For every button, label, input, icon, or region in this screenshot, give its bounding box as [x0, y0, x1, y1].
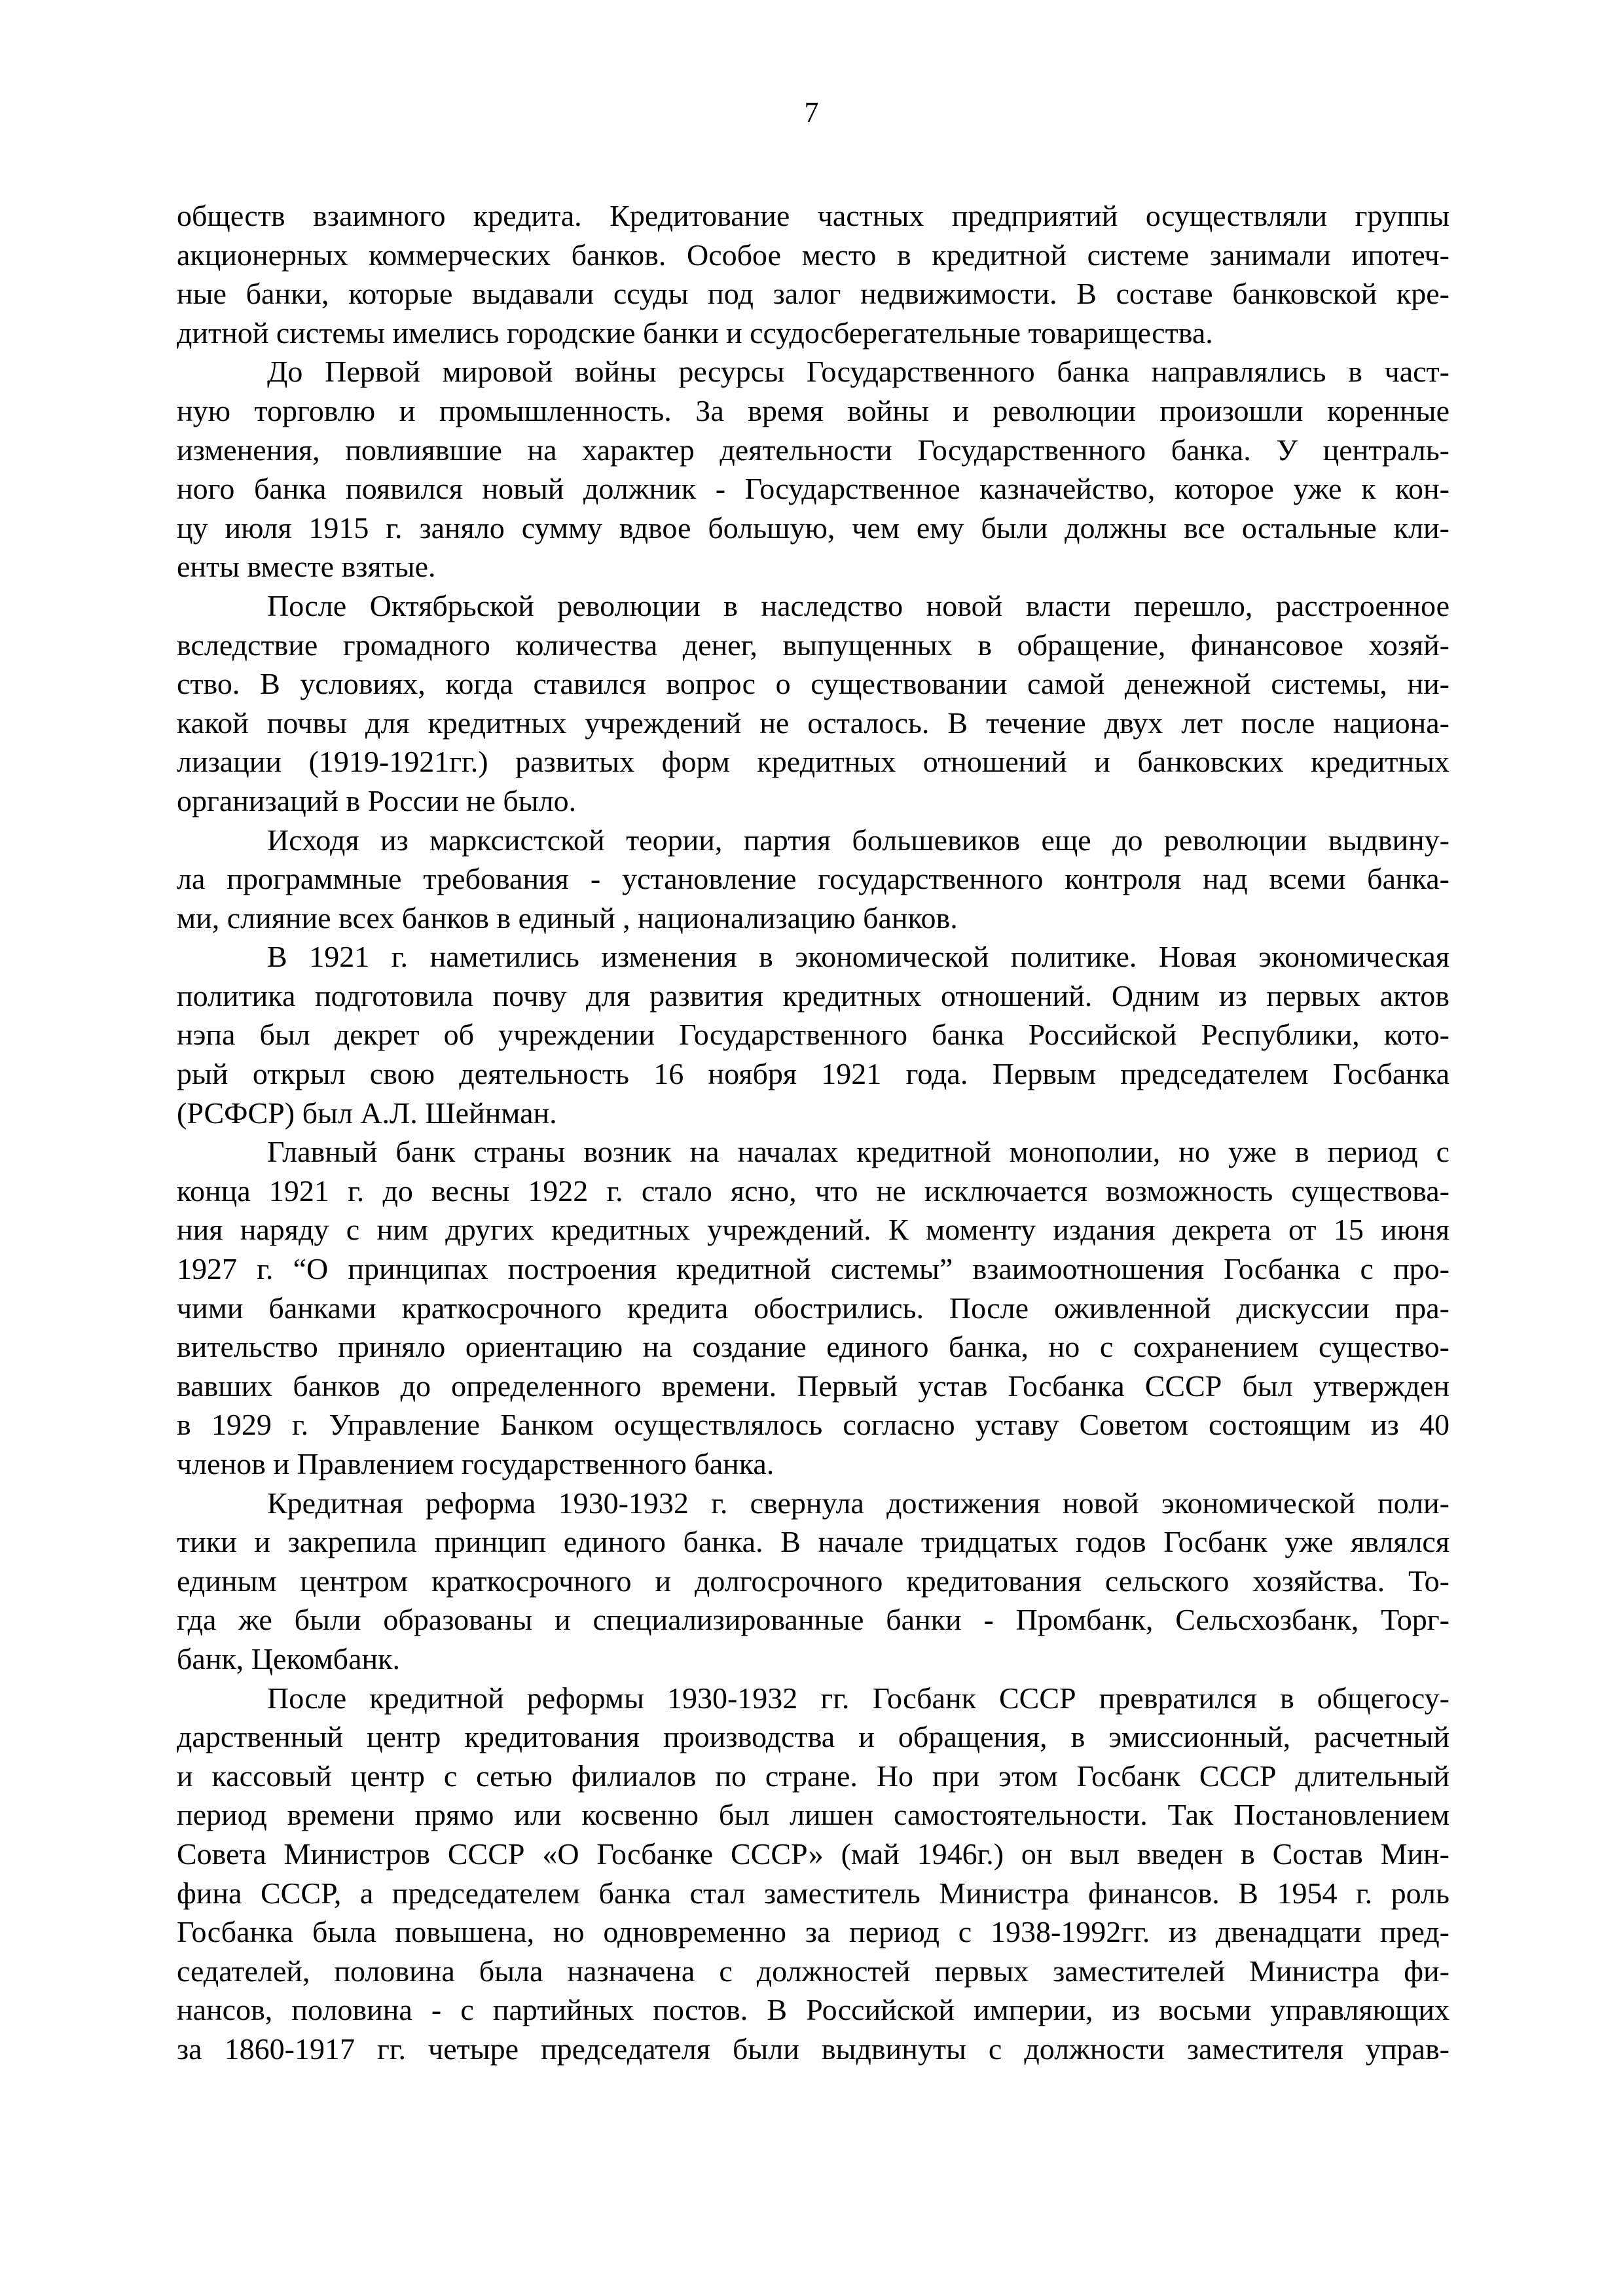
text-line: ную торговлю и промышленность. За время войны и революции произошли коренные — [177, 393, 1450, 427]
text-line: акционерных коммерческих банков. Особое место в кредитной системе занимали ипотеч- — [177, 238, 1450, 272]
text-line: ство. В условиях, когда ставился вопрос о существовании самой денежной системы, ни- — [177, 667, 1450, 701]
text-line: седателей, половина была назначена с должностей первых заместителей Министра фи- — [177, 1954, 1450, 1988]
text-line: В 1921 г. наметились изменения в экономической политике. Новая экономическая — [267, 940, 1450, 974]
paragraph — [177, 821, 1450, 938]
text-line: Кредитная реформа 1930-1932 г. свернула достижения новой экономической поли- — [267, 1486, 1450, 1520]
text-line: вительство приняло ориентацию на создание единого банка, но с сохранением существо- — [177, 1330, 1450, 1364]
text-line: в 1929 г. Управление Банком осуществлялось согласно уставу Советом состоящим из 40 — [177, 1408, 1450, 1442]
text-line: и кассовый центр с сетью филиалов по стране. Но при этом Госбанк СССР длительный — [177, 1759, 1450, 1793]
text-line: лизации (1919-1921гг.) развитых форм кредитных отношений и банковских кредитных — [177, 745, 1450, 779]
text-line: нансов, половина - с партийных постов. В Российской империи, из восьми управляющих — [177, 1993, 1450, 2027]
text-line: ния наряду с ним других кредитных учреждений. К моменту издания декрета от 15 июня — [177, 1213, 1450, 1247]
text-line: После кредитной реформы 1930-1932 гг. Госбанк СССР превратился в общегосу- — [267, 1681, 1450, 1715]
text-line: ные банки, которые выдавали ссуды под залог недвижимости. В составе банковской кре- — [177, 277, 1450, 311]
text-line: политика подготовила почву для развития кредитных отношений. Одним из первых актов — [177, 978, 1450, 1013]
text-line: вавших банков до определенного времени. Первый устав Госбанка СССР был утвержден — [177, 1369, 1450, 1403]
text-line: ла программные требования - установление государственного контроля над всеми банка- — [177, 862, 1450, 896]
text-line: нэпа был декрет об учреждении Государственного банка Российской Республики, кото- — [177, 1018, 1450, 1052]
text-line: Главный банк страны возник на началах кредитной монополии, но уже в период с — [267, 1135, 1450, 1169]
text-line: членов и Правлением государственного банка. — [177, 1447, 775, 1480]
paragraph — [177, 1132, 1450, 1483]
text-line: фина СССР, а председателем банка стал заместитель Министра финансов. В 1954 г. роль — [177, 1876, 1450, 1910]
paragraph — [177, 937, 1450, 1132]
paragraph — [177, 196, 1450, 352]
text-line: организаций в России не было. — [177, 783, 577, 817]
text-line: банк, Цекомбанк. — [177, 1641, 400, 1676]
text-line: Совета Министров СССР «О Госбанке СССР» (май 1946г.) он выл введен в Состав Мин- — [177, 1837, 1450, 1871]
text-line: какой почвы для кредитных учреждений не осталось. В течение двух лет после национа- — [177, 706, 1450, 740]
text-line: период времени прямо или косвенно был лишен самостоятельности. Так Постановлением — [177, 1798, 1450, 1832]
text-line: Госбанка была повышена, но одновременно за период с 1938-1992гг. из двенадцати пред- — [177, 1915, 1450, 1949]
text-line: за 1860-1917 гг. четыре председателя были выдвинуты с должности заместителя управ- — [177, 2032, 1450, 2066]
text-line: изменения, повлиявшие на характер деятельности Государственного банка. У централь- — [177, 433, 1450, 467]
text-line: енты вместе взятые. — [177, 550, 436, 584]
text-line: ми, слияние всех банков в единый , национализацию банков. — [177, 901, 958, 935]
text-line: После Октябрьской революции в наследство новой власти перешло, расстроенное — [267, 588, 1450, 622]
paragraph — [177, 1679, 1450, 2069]
text-line: Исходя из марксистской теории, партия большевиков еще до революции выдвину- — [267, 823, 1450, 857]
text-line: вследствие громадного количества денег, выпущенных в обращение, финансовое хозяй- — [177, 628, 1450, 662]
text-line: чими банками краткосрочного кредита обострились. После оживленной дискуссии пра- — [177, 1291, 1450, 1325]
text-line: 1927 г. “О принципах построения кредитной системы” взаимоотношения Госбанка с про- — [177, 1252, 1450, 1286]
text-line: ного банка появился новый должник - Государственное казначейство, которое уже к кон- — [177, 472, 1450, 506]
text-line: рый открыл свою деятельность 16 ноября 1921 года. Первым председателем Госбанка — [177, 1057, 1450, 1091]
text-line: дарственный центр кредитования производства и обращения, в эмиссионный, расчетный — [177, 1720, 1450, 1754]
paragraph — [177, 1484, 1450, 1679]
text-line: цу июля 1915 г. заняло сумму вдвое большую, чем ему были должны все остальные кли- — [177, 511, 1450, 545]
page-number: 7 — [804, 96, 819, 128]
body-text — [177, 196, 1450, 2069]
paragraph — [177, 352, 1450, 586]
text-line: дитной системы имелись городские банки и ссудосберегательные товарищества. — [177, 315, 1213, 350]
text-line: тики и закрепила принцип единого банка. В начале тридцатых годов Госбанк уже являлся — [177, 1525, 1450, 1559]
paragraph — [177, 586, 1450, 821]
text-line: До Первой мировой войны ресурсы Государственного банка направлялись в част- — [267, 355, 1450, 389]
text-line: единым центром краткосрочного и долгосрочного кредитования сельского хозяйства. То- — [177, 1564, 1450, 1598]
text-line: обществ взаимного кредита. Кредитование частных предприятий осуществляли группы — [177, 199, 1450, 232]
text-line: (РСФСР) был А.Л. Шейнман. — [177, 1096, 557, 1130]
text-line: конца 1921 г. до весны 1922 г. стало ясно, что не исключается возможность существова- — [177, 1174, 1450, 1208]
text-line: гда же были образованы и специализированные банки - Промбанк, Сельсхозбанк, Торг- — [177, 1603, 1450, 1637]
